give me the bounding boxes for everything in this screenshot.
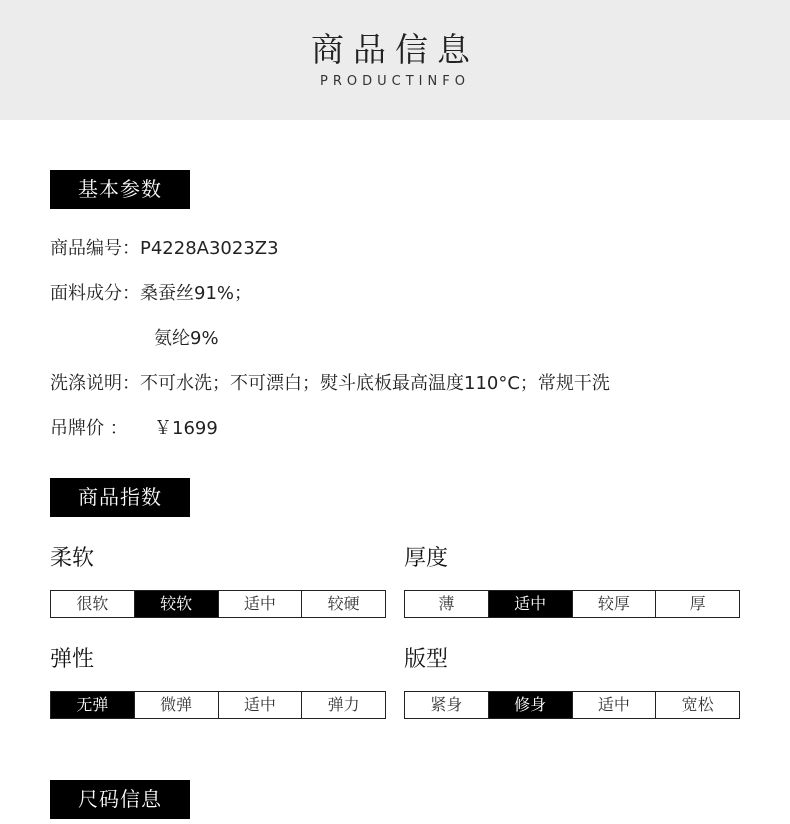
param-row-fabric: [50, 281, 252, 307]
page-header: [0, 0, 790, 120]
fabric-value: 桑蚕丝91%；: [140, 283, 253, 304]
fabric-value-2: 氨纶9%: [154, 328, 219, 349]
section-tag-size-info: 尺码信息: [50, 780, 190, 819]
metric-scale-softness: [50, 590, 386, 618]
metric-title-softness: 柔软: [50, 546, 95, 571]
price-label: 吊牌价 ：: [50, 418, 128, 439]
scale-option: 弹力: [301, 692, 385, 718]
page-title: 商品信息: [311, 30, 479, 69]
page-subtitle: PRODUCTINFO: [320, 74, 470, 89]
metric-title-elasticity: 弹性: [50, 647, 95, 672]
scale-option: 较软: [134, 591, 218, 617]
wash-value: 不可水洗；不可漂白；熨斗底板最高温度110°C；常规干洗: [140, 373, 610, 394]
wash-label: 洗涤说明：: [50, 373, 140, 394]
scale-option: 适中: [218, 591, 302, 617]
scale-option: 宽松: [655, 692, 739, 718]
sku-label: 商品编号：: [50, 238, 140, 259]
metric-scale-fit: [404, 691, 740, 719]
section-tag-basic-params: 基本参数: [50, 170, 190, 209]
scale-option: 微弹: [134, 692, 218, 718]
scale-option: 修身: [488, 692, 572, 718]
scale-option: 薄: [405, 591, 488, 617]
section-tag-product-index: 商品指数: [50, 478, 190, 517]
metric-scale-elasticity: [50, 691, 386, 719]
scale-option: 适中: [218, 692, 302, 718]
scale-option: 较厚: [572, 591, 656, 617]
scale-option: 适中: [572, 692, 656, 718]
param-row-price: [50, 416, 218, 442]
scale-option: 较硬: [301, 591, 385, 617]
metric-scale-thickness: [404, 590, 740, 618]
metric-title-thickness: 厚度: [404, 546, 449, 571]
metric-title-fit: 版型: [404, 647, 449, 672]
sku-value: P4228A3023Z3: [140, 238, 279, 259]
param-row-fabric-cont: [154, 326, 219, 352]
scale-option: 紧身: [405, 692, 488, 718]
param-row-wash: [50, 371, 610, 397]
price-value: ￥1699: [154, 418, 218, 439]
scale-option: 适中: [488, 591, 572, 617]
fabric-label: 面料成分：: [50, 283, 140, 304]
scale-option: 很软: [51, 591, 134, 617]
param-row-sku: [50, 236, 279, 262]
scale-option: 无弹: [51, 692, 134, 718]
scale-option: 厚: [655, 591, 739, 617]
